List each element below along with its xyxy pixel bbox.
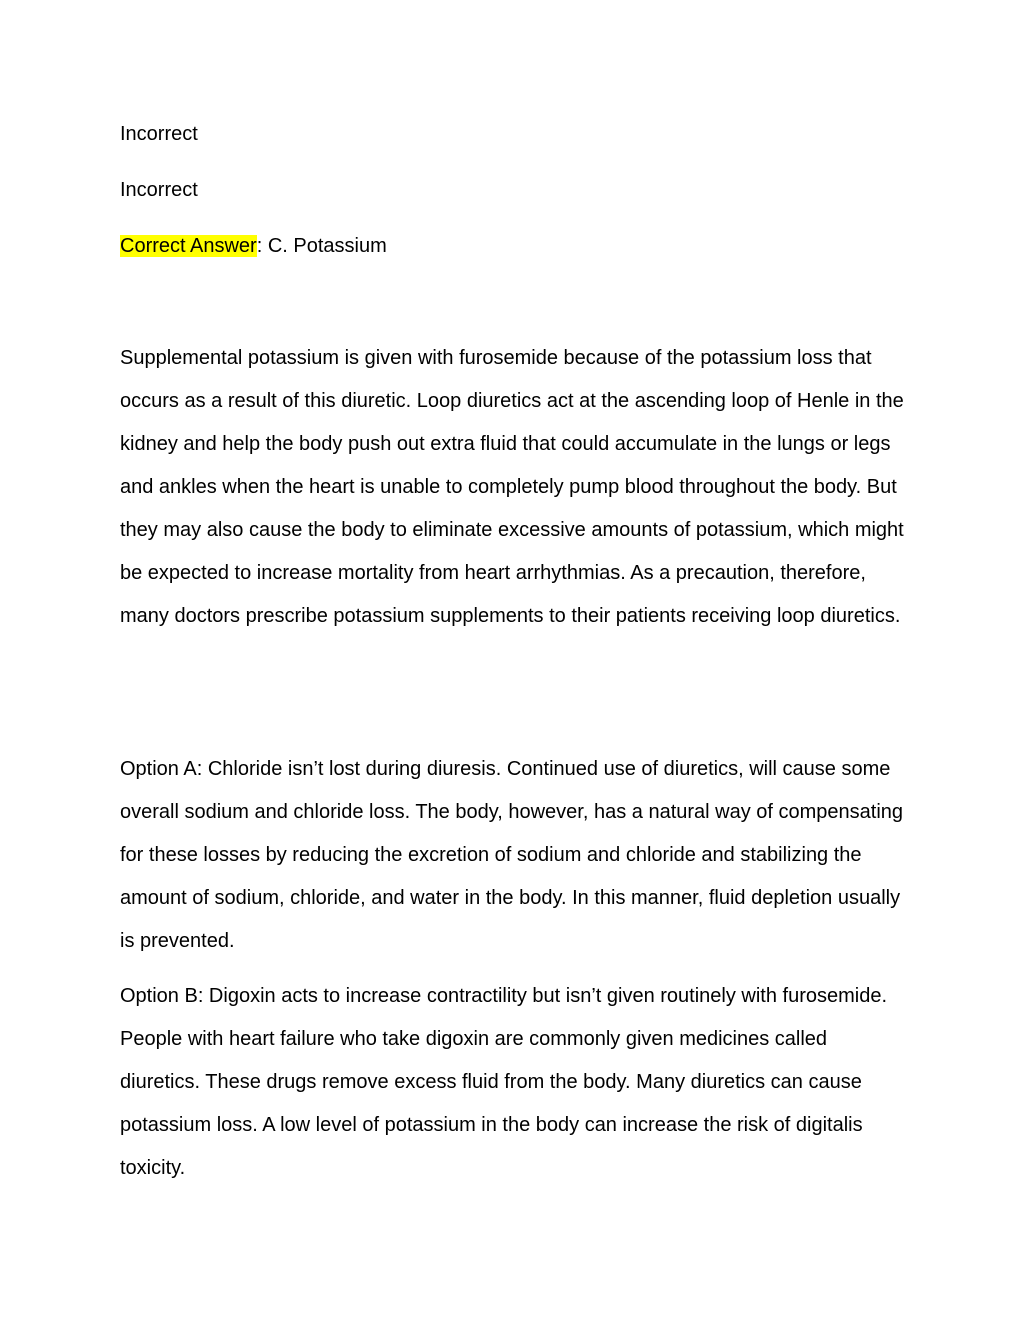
status-line-2: Incorrect bbox=[120, 179, 198, 201]
option-b-paragraph: Option B: Digoxin acts to increase contractility but isn’t given routinely with furosemide. People with heart failure who take digoxin are commonly given medicines called diuretics. These drugs remove excess fluid from the body. Many diuretics can cause potassium loss. A low level of potassium in the body can increase the risk of digitalis toxicity. bbox=[120, 985, 888, 1179]
rationale-paragraph: Supplemental potassium is given with furosemide because of the potassium loss that occurs as a result of this diuretic. Loop diuretics act at the ascending loop of Henle in the kidney and help the body push out extra fluid that could accumulate in the lungs or legs and ankles when the heart is unable to completely pump blood throughout the body. But they may also cause the body to eliminate excessive amounts of potassium, which might be expected to increase mortality from heart arrhythmias. As a precaution, therefore, many doctors prescribe potassium supplements to their patients receiving loop diuretics. bbox=[120, 347, 904, 627]
correct-answer-line bbox=[120, 234, 387, 258]
correct-answer-label: Correct Answer bbox=[120, 235, 257, 257]
option-a-paragraph: Option A: Chloride isn’t lost during diuresis. Continued use of diuretics, will cause some overall sodium and chloride loss. The body, however, has a natural way of compensating for these losses by reducing the excretion of sodium and chloride and stabilizing the amount of sodium, chloride, and water in the body. In this manner, fluid depletion usually is prevented. bbox=[120, 758, 904, 952]
status-line-1: Incorrect bbox=[120, 123, 198, 145]
correct-answer-value: : C. Potassium bbox=[256, 235, 387, 257]
